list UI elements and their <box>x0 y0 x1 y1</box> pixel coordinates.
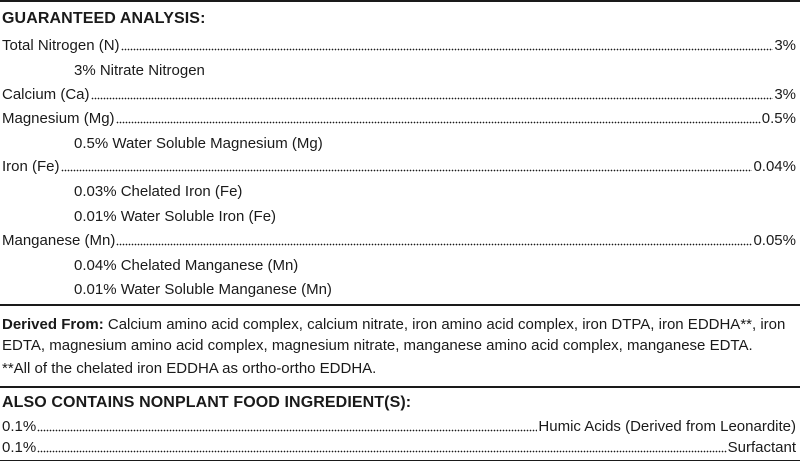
nutrient-name: Iron (Fe) <box>2 158 60 175</box>
derived-from-text: Calcium amino acid complex, calcium nitrate, iron amino acid complex, iron DTPA, iron EDDHA**, iron EDTA, magnesium amino acid complex, magnesium nitrate, manganese amino acid complex, manganese EDTA. <box>2 316 786 354</box>
nutrient-subrow-soluble-manganese: 0.01% Water Soluble Manganese (Mn) <box>74 281 332 298</box>
nutrient-value: 0.5% <box>761 110 796 127</box>
dot-leader <box>116 234 752 246</box>
dot-leader <box>121 39 774 51</box>
dot-leader <box>37 441 726 453</box>
ingredient-name: Surfactant <box>727 439 796 456</box>
nutrient-value: 3% <box>774 86 796 103</box>
nonplant-ingredient-row-humic-acids <box>2 418 796 435</box>
nutrient-subrow-chelated-manganese: 0.04% Chelated Manganese (Mn) <box>74 257 299 274</box>
nutrient-subrow-nitrate-nitrogen: 3% Nitrate Nitrogen <box>74 62 205 79</box>
dot-leader <box>91 88 774 100</box>
derived-from-statement <box>2 314 798 356</box>
nutrient-value: 3% <box>774 37 796 54</box>
nutrient-value: 0.05% <box>753 232 796 249</box>
section-divider <box>0 304 800 306</box>
nonplant-ingredient-row-surfactant <box>2 439 796 456</box>
nutrient-subrow-soluble-iron: 0.01% Water Soluble Iron (Fe) <box>74 208 277 225</box>
also-contains-heading: ALSO CONTAINS NONPLANT FOOD INGREDIENT(S): <box>2 394 412 411</box>
derived-from-footnote: **All of the chelated iron EDDHA as ortho-ortho EDDHA. <box>2 360 377 377</box>
nutrient-row-magnesium <box>2 110 796 127</box>
dot-leader <box>116 112 761 124</box>
ingredient-name: Humic Acids (Derived from Leonardite) <box>538 418 796 435</box>
nutrient-row-calcium <box>2 86 796 103</box>
nutrient-row-total-nitrogen <box>2 37 796 54</box>
nutrient-subrow-chelated-iron: 0.03% Chelated Iron (Fe) <box>74 183 243 200</box>
ingredient-amount: 0.1% <box>2 439 37 456</box>
dot-leader <box>61 160 753 172</box>
ingredient-amount: 0.1% <box>2 418 37 435</box>
derived-from-label: Derived From: <box>2 316 104 333</box>
nutrient-name: Magnesium (Mg) <box>2 110 115 127</box>
nutrient-name: Total Nitrogen (N) <box>2 37 120 54</box>
bottom-border <box>0 460 800 461</box>
guaranteed-analysis-heading: GUARANTEED ANALYSIS: <box>2 10 206 27</box>
nutrient-name: Manganese (Mn) <box>2 232 116 249</box>
dot-leader <box>37 420 537 432</box>
nutrient-row-manganese <box>2 232 796 249</box>
nutrient-name: Calcium (Ca) <box>2 86 90 103</box>
section-divider <box>0 386 800 388</box>
nutrient-row-iron <box>2 158 796 175</box>
nutrient-value: 0.04% <box>753 158 796 175</box>
nutrient-subrow-soluble-magnesium: 0.5% Water Soluble Magnesium (Mg) <box>74 135 323 152</box>
